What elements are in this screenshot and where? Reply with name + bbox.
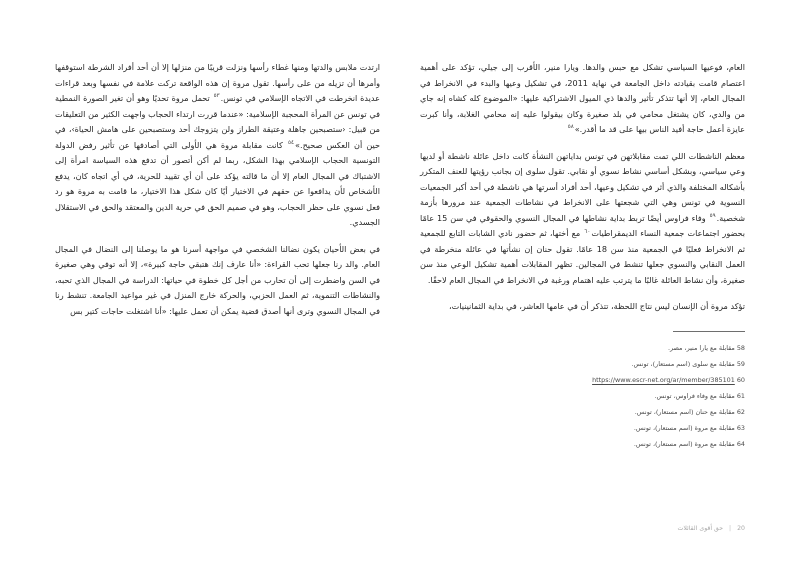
- footnote-url-link[interactable]: https://www.escr-net.org/ar/member/385101: [592, 376, 735, 385]
- footnote-item: [420, 404, 745, 420]
- paragraph-text-cont2: كانت مقابلة مروة هي الأولى التي أصادفها عن تأثير رفض الدولة التونسية الحجاب الإسلامي بهذا الشكل، ربما لم أكن أتصور أن تدفع هذه السياسة امرأة إلى الاشتباك في المجال العام إلا أن ما قالته يؤكد على أن أي تقييد للحرية، في أي اتجاه كان، يدفع الأشخاص لأن يدافعوا عن حقهم في الاختيار أيًا كان شكل هذا الاختيار، ما قامت به مروة هو رد فعل نسوي على حظر الحجاب، وهو في صميم الحق في حرية الدين والمعتقد والحق في الاستقلال الجسدي.: [55, 139, 380, 228]
- footnote-number: 62: [736, 408, 745, 417]
- paragraph-text-cont: تحمل مروة تحديًا وهو أن تغير الصورة النمطية في تونس عن المرأة المحجبة الإسلامية: «عندما قررت ارتداء الحجاب واجهت الكثير من التعليقات من قبيل: ‹ستصبحين جاهلة وعتيقة الطراز ولن يتزوجك أحد وستصبحين على هامش الحياة›، في حين أن العكس صحيح.»: [55, 93, 380, 150]
- paragraph-text: في بعض الأحيان يكون نضالنا الشخصي في مواجهة أسرنا هو ما يوصلنا إلى النضال في المجال العام. والد رنا جعلها تحب القراءة: «أنا عارف إنك هتبقي حاجة كبيرة»، إلا أنه توفي وهي صغيرة في السن واضطرت إلى أن تحارب من أجل كل خطوة في حياتها: الدراسة في المجال الذي تحبه، والنشاطات التنموية، ثم العمل الحزبي، والحركة خارج المنزل في غير مواعيد الجامعة. تنشط رنا في المجال النسوي وترى أنها أصدق قضية يمكن أن تعمل عليها: «أنا اشتغلت حاجات كتير بس: [55, 243, 380, 316]
- footer-title: حق أقوى القائلات: [677, 525, 724, 532]
- footnote-separator-rule: [673, 331, 745, 332]
- paragraph-text: ارتدت ملابس والدتها ومنها غطاء رأسها ونزلت قريبًا من منزلها إلا أن أحد أفراد الشرطة استوقفها وأمرها أن تزيله من على رأسها. تقول مروة إن هذه الواقعة تركت علامة في نفسها وبعد قراءات عديدة انخرطت في الاتجاه الإسلامي في تونس.: [55, 62, 380, 104]
- paragraph: [55, 60, 380, 231]
- footnote-text: مقابلة مع حنان (اسم مستعار)، تونس.: [634, 408, 735, 417]
- left-column: [55, 60, 380, 320]
- page-number: 20: [737, 525, 745, 532]
- paragraph-text-cont2: مع أختها، ثم حضور نادي الشابات التابع للجمعية ثم الانخراط فعليًا في الجمعية منذ سن 18 عامًا. تقول حنان إن نشأتها في عائلة منخرطة في العمل النقابي والنسوي جعلها تنشط في المجالين. تظهر المقابلات أهمية تشكيل الوعي منذ سن صغيرة، وأن نشاط العائلة غالبًا ما يترتب عليه اهتمام ورغبة في الانخراط في المجال العام لاحقًا.: [420, 228, 745, 285]
- footnote-number: 60: [736, 376, 745, 385]
- right-column: [420, 60, 745, 452]
- footnote-number: 59: [736, 360, 745, 369]
- page-content: [55, 60, 745, 452]
- page-footer: [678, 525, 745, 532]
- footnote-marker[interactable]: ٥٨: [567, 124, 574, 131]
- footnote-marker[interactable]: ٦٠: [584, 228, 591, 235]
- footnote-text: مقابلة مع سلوى (اسم مستعار)، تونس.: [631, 360, 735, 369]
- footnote-number: 58: [736, 344, 745, 353]
- paragraph: [420, 299, 745, 315]
- footnote-marker[interactable]: ٥٤: [288, 139, 295, 146]
- paragraph: [420, 60, 745, 138]
- paragraph-text: العام، فوعيها السياسي تشكل مع حبس والدها. ويارا منير، الأقرب إلى جيلي، تؤكد على أهمية اعتصام قامت بقيادته داخل الجامعة في نهاية 2011، في تشكيل وعيها والبدء في الانخراط في المجال العام، إلا أنها تتذكر تأثير والدها ذي الميول الاشتراكية عليها: «الموضوع كله كشاه إنه جاي من والدي، كان يشتغل محامي في بلد صغيرة وكان بيقولوا عليه إنه محامي الغلابة، وأنا كبرت عايزة أعمل حاجة أفيد الناس بيها على قد ما أقدر.»: [420, 62, 745, 135]
- footnote-number: 61: [736, 392, 745, 401]
- paragraph-text: معظم الناشطات اللي تمت مقابلاتهن في تونس بداياتهن النشأة كانت داخل عائلة ناشطة أو لديها وعي سياسي، وبشكل أساسي نشاط نسوي أو نقابي. تقول سلوى إن بجانب رؤيتها للعنف المتكرر بأشكاله المختلفة والذي أثر في تشكيل وعيها، أحد أفراد أسرتها هي ناشطة في أحد أكبر الجمعيات النسوية في تونس وهي التي شجعتها على الانخراط في نشاطات الجمعية عند مرورها بأزمة شخصية.: [420, 150, 746, 223]
- paragraph: [55, 242, 380, 320]
- footnote-item: [420, 436, 745, 452]
- footnote-text: مقابلة مع يارا منير، مصر.: [667, 344, 735, 353]
- footnote-item: [420, 356, 745, 372]
- footnote-item: [420, 372, 745, 388]
- footnote-marker[interactable]: ٥٣: [213, 93, 220, 100]
- footnote-text: مقابلة مع مروة (اسم مستعار)، تونس.: [633, 424, 735, 433]
- footnote-list: [420, 340, 745, 452]
- footnote-item: [420, 388, 745, 404]
- footnote-marker[interactable]: ٥٩: [709, 213, 716, 220]
- paragraph-text-cont: وفاء فراوس أيضًا تربط بداية نشاطها في المجال النسوي والحقوقي في سن 15 عامًا بحضور اجتماعات جمعية النساء الديمقراطيات: [420, 212, 746, 239]
- footnote-item: [420, 420, 745, 436]
- footer-separator: |: [729, 525, 732, 532]
- footnote-item: [420, 340, 745, 356]
- footnote-text: مقابلة مع مروة (اسم مستعار)، تونس.: [633, 440, 735, 449]
- footnote-text: مقابلة مع وفاء فراوس، تونس.: [654, 392, 735, 401]
- footnote-number: 64: [736, 440, 745, 449]
- paragraph-text: تؤكد مروة أن الإنسان ليس نتاج اللحظة، تتذكر أن في عامها العاشر، في بداية الثمانينيات،: [449, 301, 745, 312]
- footnote-number: 63: [736, 424, 745, 433]
- paragraph: [420, 149, 745, 289]
